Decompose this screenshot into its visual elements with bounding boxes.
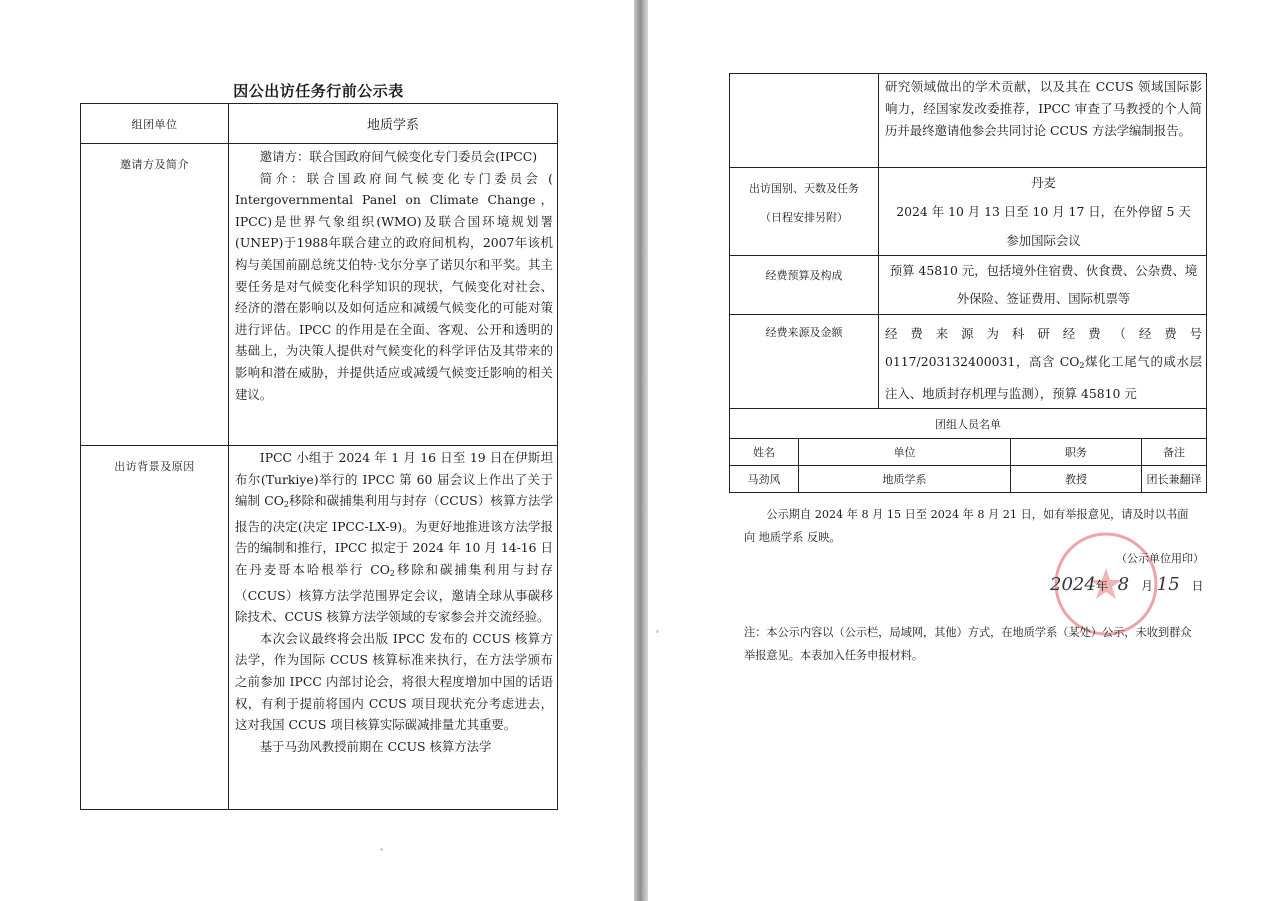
- inviter-content: [229, 144, 558, 446]
- background-paragraph-1: [235, 447, 553, 628]
- group-unit-value: 地质学系: [229, 104, 558, 144]
- scan-speck: [656, 630, 659, 633]
- background-text-c: 移除和碳捕集利用与封存（CCUS）核算方法学范围界定会议，邀请全球从事碳移除技术、CCUS 核算方法学领域的专家参会并交流经验。: [235, 561, 554, 625]
- notice-period-text: 公示期自 2024 年 8 月 15 日至 2024 年 8 月 21 日，如有举报意见，请及时以书面向 地质学系 反映。: [744, 508, 1189, 544]
- destination-task: 参加国际会议: [1006, 233, 1081, 248]
- sign-day-suffix: 日: [1191, 579, 1204, 593]
- group-unit-label: 组团单位: [81, 104, 229, 144]
- continued-label-cell: [730, 74, 879, 168]
- row-inviter: [81, 144, 558, 446]
- co2-subscript: 2: [389, 568, 395, 578]
- funding-text-b: 煤化工尾气的咸水层注入、地质封存机理与监测），预算 45810 元: [885, 354, 1203, 401]
- background-paragraph-3: 基于马劲风教授前期在 CCUS 核算方法学: [259, 738, 492, 754]
- row-budget: [730, 256, 1207, 315]
- sign-day: 15: [1156, 574, 1180, 595]
- inviter-paragraph: 邀请方：联合国政府间气候变化专门委员会(IPCC): [259, 149, 538, 164]
- destination-dates: 2024 年 10 月 13 日至 10 月 17 日，在外停留 5 天: [896, 204, 1191, 219]
- inviter-intro-paragraph: 简介：联合国政府间气候变化专门委员会 ( Intergovernmental Panel on Climate Change，IPCC)是世界气象组织(WMO)及联合国环境规划署(UNEP)于1988年联合建立的政府间机构，2007年该机构与美国前副总统艾伯特·戈尔分享了诺贝尔和平奖。其主要任务是对气候变化科学知识的现状，气候变化对社会、经济的潜在影响以及如何适应和减缓气候变化的可能对策进行评估。IPCC 的作用是在全面、客观、公开和透明的基础上，为决策人提供对气候变化的科学评估及其带来的影响和潜在威胁，并提供适应或减缓气候变迁影响的相关建议。: [235, 170, 553, 402]
- destination-country: 丹麦: [1031, 175, 1056, 190]
- funding-label: 经费来源及金额: [730, 315, 879, 409]
- background-paragraph-2: 本次会议最终将会出版 IPCC 发布的 CCUS 核算方法学，作为国际 CCUS 核算标准来执行，在方法学颁布之前参加 IPCC 内部讨论会，将很大程度增加中国的话语权，有利于提前将国内 CCUS 项目现状充分考虑进去，这对我国 CCUS 项目核算实际碳减排量尤其重要。: [235, 630, 553, 733]
- seal-caption: （公示单位用印）: [1116, 552, 1204, 565]
- members-title: 团组人员名单: [730, 409, 1207, 439]
- member-name: 马劲风: [730, 466, 799, 493]
- row-background: [81, 446, 558, 810]
- left-page: [0, 0, 634, 901]
- funding-text-a: 经 费 来 源 为 科 研 经 费 （ 经 费 号 0117/203132400031，高含 CO: [885, 326, 1203, 369]
- sign-month-suffix: 月: [1140, 579, 1153, 593]
- sign-month: 8: [1117, 574, 1130, 595]
- signature-date: [1050, 574, 1204, 595]
- header-position: 职务: [1011, 439, 1142, 466]
- background-text-b: 移除和碳捕集利用与封存（CCUS）核算方法学报告的决定(决定 IPCC-LX-9)。为更好地推进该方法学报告的编制和推行，IPCC 拟定于 2024 年 10 月 14-16 日在丹麦哥本哈根举行 CO: [235, 493, 553, 577]
- header-remark: 备注: [1142, 439, 1207, 466]
- member-position: 教授: [1011, 466, 1142, 493]
- row-destination: [730, 168, 1207, 256]
- row-members-title: [730, 409, 1207, 439]
- continued-text: 研究领域做出的学术贡献，以及其在 CCUS 领域国际影响力，经国家发改委推荐，IPCC 审查了马教授的个人简历并最终邀请他参会共同讨论 CCUS 方法学编制报告。: [879, 74, 1207, 168]
- document-title: 因公出访任务行前公示表: [233, 82, 404, 100]
- member-unit: 地质学系: [799, 466, 1011, 493]
- co2-subscript: 2: [283, 500, 289, 510]
- background-text-a: IPCC 小组于 2024 年 1 月 16 日至 19 日在伊斯坦布尔(Turkiye)举行的 IPCC 第 60 届会议上作出了关于编制 CO: [235, 450, 553, 509]
- row-continued: [730, 74, 1207, 168]
- destination-label-line2: （日程安排另附）: [760, 211, 848, 224]
- header-name: 姓名: [730, 439, 799, 466]
- row-funding: [730, 315, 1207, 409]
- background-label: 出访背景及原因: [81, 446, 229, 810]
- destination-label-line1: 出访国别、天数及任务: [749, 182, 859, 195]
- co2-subscript: 2: [1079, 361, 1085, 370]
- book-gutter: [634, 0, 648, 901]
- member-remark: 团长兼翻译: [1142, 466, 1207, 493]
- form-table-right: [729, 73, 1207, 493]
- table-row: [730, 466, 1207, 493]
- scan-speck: [380, 848, 383, 851]
- form-table-left: [80, 103, 558, 810]
- header-unit: 单位: [799, 439, 1011, 466]
- row-group-unit: [81, 104, 558, 144]
- funding-text: [879, 315, 1207, 409]
- inviter-label: 邀请方及简介: [81, 144, 229, 446]
- budget-text: 预算 45810 元，包括境外住宿费、伙食费、公杂费、境外保险、签证费用、国际机票等: [879, 256, 1207, 315]
- destination-content: [879, 168, 1207, 256]
- sign-year-suffix: 年: [1095, 579, 1108, 593]
- sign-year: 2024: [1050, 574, 1096, 595]
- budget-label: 经费预算及构成: [730, 256, 879, 315]
- destination-label: [730, 168, 879, 256]
- background-content: [229, 446, 558, 810]
- members-header-row: [730, 439, 1207, 466]
- notice-footnote: 注：本公示内容以（公示栏，局域网，其他）方式，在地质学系（某处）公示，未收到群众举报意见。本表加入任务申报材料。: [744, 626, 1192, 662]
